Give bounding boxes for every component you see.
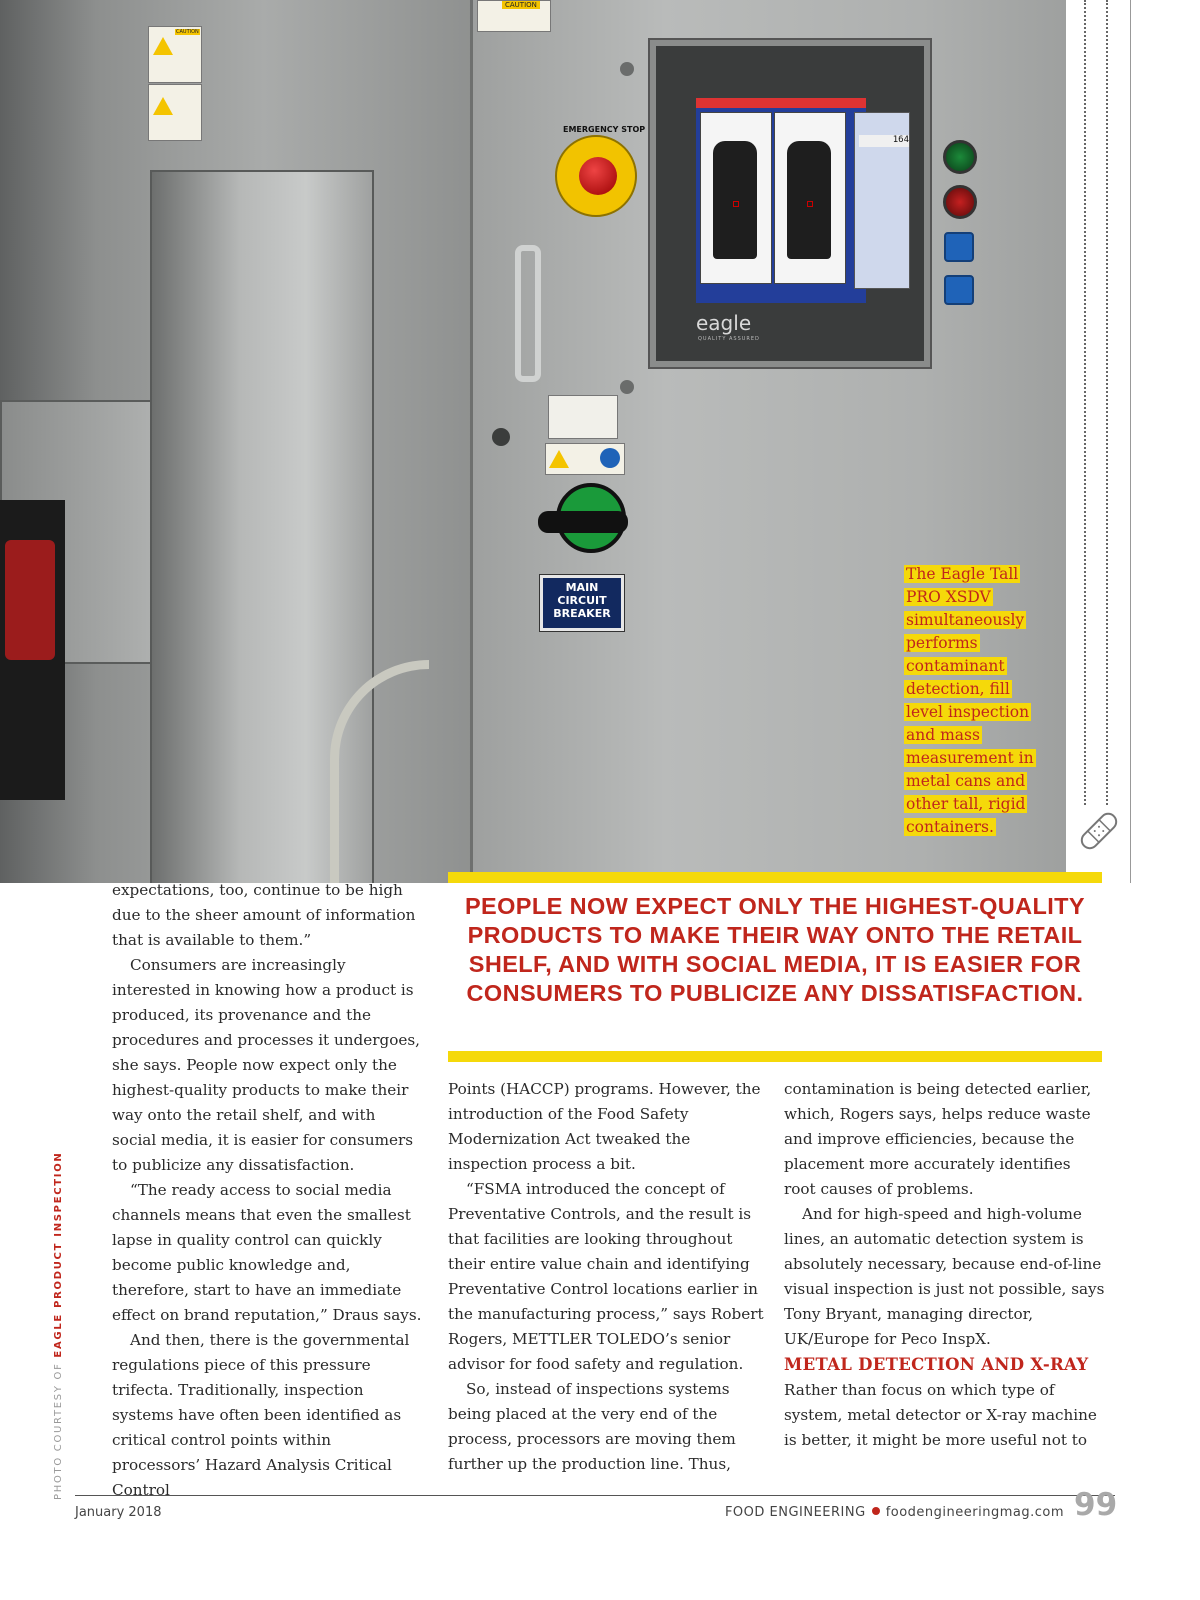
can-image	[713, 141, 757, 259]
caution-sticker-bottom	[148, 84, 202, 141]
dotted-line	[1084, 0, 1086, 805]
caution-label: CAUTION	[176, 29, 199, 35]
paragraph: Rather than focus on which type of system, metal detector or X-ray machine is better, it might be more useful not to	[784, 1381, 1097, 1449]
blue-button	[944, 232, 974, 262]
warning-icon	[549, 450, 569, 468]
website-link[interactable]: foodengineeringmag.com	[885, 1505, 1064, 1520]
red-can-stack	[5, 540, 55, 660]
paragraph: And for high-speed and high-volume lines, an automatic detection system is absolutely necessary, because end-of-line visual inspection is just not possible, says Tony Bryant, managing director, UK/Europe for Peco InspX.	[784, 1205, 1105, 1348]
main-switch	[538, 483, 628, 573]
breaker-line-2: CIRCUIT	[557, 594, 607, 607]
warning-icon	[153, 37, 173, 55]
estop-label: EMERGENCY STOP	[563, 125, 646, 134]
paragraph: And then, there is the governmental regulations piece of this pressure trifecta. Traditionally, inspection systems have often been identified as critical control points within processors’ Hazard Analysis Critical Control	[112, 1331, 410, 1499]
paragraph: So, instead of inspections systems being placed at the very end of the process, processors are moving them further up the production line. Thus,	[448, 1380, 736, 1473]
credit-source: EAGLE PRODUCT INSPECTION	[53, 1151, 64, 1358]
blue-button	[944, 275, 974, 305]
pull-quote-top-bar	[448, 872, 1102, 883]
door-handle	[515, 245, 541, 382]
photo-credit	[53, 1152, 64, 1501]
caption-line: performs	[906, 634, 978, 652]
caption-line: contaminant	[906, 657, 1005, 675]
caption-line: other tall, rigid	[906, 795, 1026, 813]
footer-rule	[75, 1495, 1115, 1496]
column-2	[448, 1077, 768, 1477]
emergency-stop-red-knob	[579, 157, 617, 195]
caption-line: The Eagle Tall	[906, 565, 1019, 583]
right-decorative-rail	[1066, 0, 1136, 883]
rail-border	[1130, 0, 1131, 883]
screen-side-panel	[854, 112, 910, 289]
hazard-sticker	[545, 443, 625, 475]
footer-date: January 2018	[75, 1505, 162, 1520]
emergency-stop-button	[555, 125, 646, 217]
hmi-brand-sub: QUALITY ASSURED	[698, 336, 760, 342]
info-icon	[600, 448, 620, 468]
hmi-brand-logo: eagle	[696, 311, 752, 335]
caution-sticker-door	[477, 0, 551, 32]
caution-label: CAUTION	[502, 1, 540, 9]
caution-sticker-top	[148, 26, 202, 83]
paragraph: “FSMA introduced the concept of Preventative Controls, and the result is that facilities are looking throughout their entire value chain and identifying Preventative Control locations earlier in the manufacturing process,” says Robert Rogers, METTLER TOLEDO’s senior advisor for food safety and regulation.	[448, 1180, 764, 1373]
bullet-icon	[872, 1507, 880, 1515]
green-button	[943, 140, 977, 174]
key-lock	[492, 428, 510, 446]
bandage-icon	[1076, 808, 1122, 854]
hmi-touchscreen	[650, 40, 930, 367]
xray-view-left	[700, 112, 772, 284]
screen-title-bar	[696, 98, 866, 108]
paragraph: “The ready access to social media channels means that even the smallest lapse in quality control can quickly become public knowledge and, therefore, start to have an immediate effect on brand reputation,” Draus says.	[112, 1181, 422, 1324]
switch-handle	[538, 511, 628, 533]
contaminant-marker	[733, 201, 739, 207]
pull-quote-text: PEOPLE NOW EXPECT ONLY THE HIGHEST-QUALITY PRODUCTS TO MAKE THEIR WAY ONTO THE RETAIL SHELF, AND WITH SOCIAL MEDIA, IT IS EASIER FOR CONSUMERS TO PUBLICIZE ANY DISSATISFACTION.	[464, 893, 1086, 1006]
section-subhead: METAL DETECTION AND X-RAY	[784, 1355, 1089, 1374]
caption-line: PRO XSDV	[906, 588, 991, 606]
caption-line: measurement in	[906, 749, 1034, 767]
paragraph: contamination is being detected earlier, which, Rogers says, helps reduce waste and improve efficiencies, because the placement more accurately identifies root causes of problems.	[784, 1080, 1092, 1198]
dotted-line	[1106, 0, 1108, 805]
paragraph: Consumers are increasingly interested in knowing how a product is produced, its provenance and the procedures and processes it undergoes, she says. People now expect only the highest-quality products to make their way onto the retail shelf, and with social media, it is easier for consumers to publicize any dissatisfaction.	[112, 956, 420, 1174]
xray-view-right	[774, 112, 846, 284]
screen-readout: 164	[859, 135, 909, 147]
breaker-line-3: BREAKER	[553, 607, 611, 620]
rating-plate	[548, 395, 618, 439]
column-3	[784, 1077, 1106, 1453]
caption-line: containers.	[906, 818, 994, 836]
contaminant-marker	[807, 201, 813, 207]
breaker-line-1: MAIN	[565, 581, 599, 594]
pull-quote-bottom-bar	[448, 1051, 1102, 1062]
column-1	[112, 878, 424, 1503]
paragraph: Points (HACCP) programs. However, the introduction of the Food Safety Modernization Act tweaked the inspection process a bit.	[448, 1080, 761, 1173]
footer-publication	[725, 1505, 1064, 1520]
can-image	[787, 141, 831, 259]
magazine-name: FOOD ENGINEERING	[724, 1505, 866, 1520]
caption-line: and mass	[906, 726, 980, 744]
caption-line: detection, fill	[906, 680, 1010, 698]
photo-caption	[904, 563, 1054, 839]
paragraph: expectations, too, continue to be high due to the sheer amount of information that is available to them.”	[112, 881, 416, 949]
caption-line: simultaneously	[906, 611, 1025, 629]
red-button	[943, 185, 977, 219]
caption-line: metal cans and	[906, 772, 1026, 790]
credit-prefix: PHOTO COURTESY OF	[53, 1357, 64, 1500]
main-circuit-breaker-label	[540, 575, 624, 631]
warning-icon	[153, 97, 173, 115]
door-bolt	[620, 380, 634, 394]
caption-line: level inspection	[906, 703, 1030, 721]
page-number: 99	[1074, 1487, 1118, 1523]
hmi-screen	[696, 98, 909, 303]
door-bolt	[620, 62, 634, 76]
pull-quote	[448, 872, 1102, 1062]
